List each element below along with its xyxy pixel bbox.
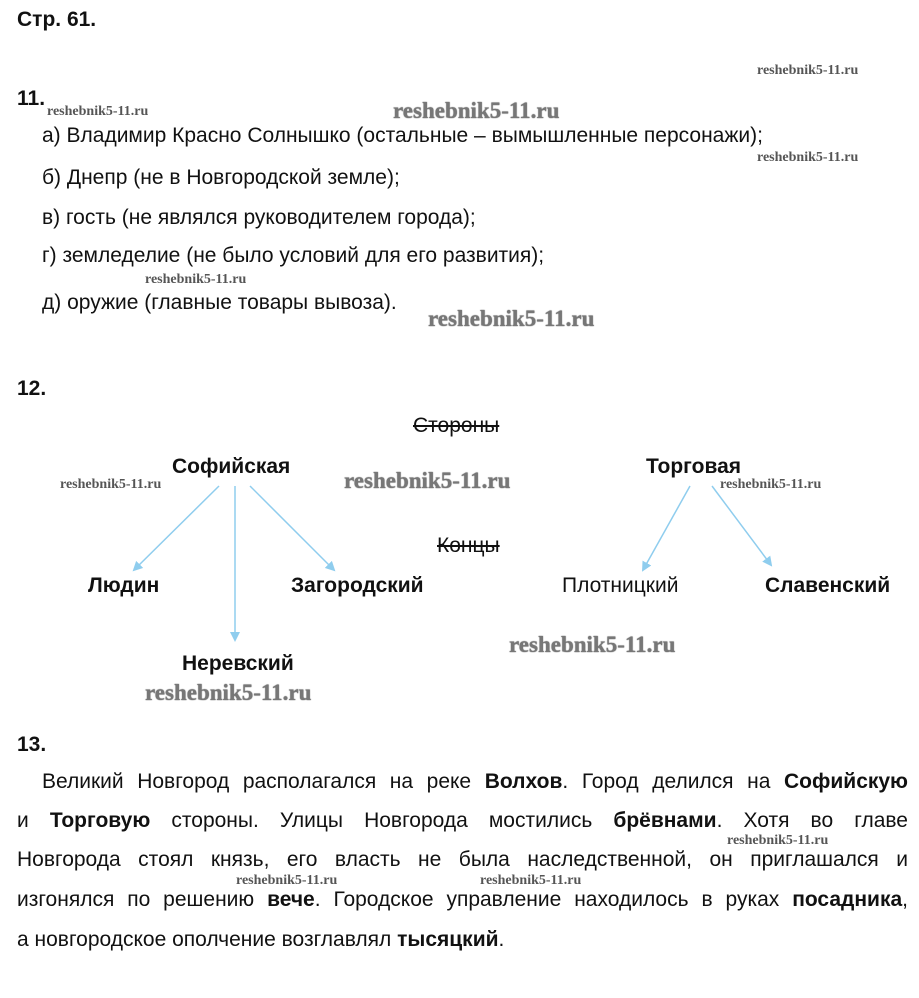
task-11-item-b: б) Днепр (не в Новгородской земле); (42, 166, 400, 189)
node-sofia-side: Софийская (172, 455, 291, 478)
task-13-number: 13. (17, 733, 47, 756)
node-lyudin: Людин (88, 574, 160, 597)
task-13-text-run: , (902, 888, 908, 911)
task-13-bold-term: тысяцкий (397, 928, 499, 951)
label-sides: Стороны (413, 414, 500, 437)
node-nerevsky: Неревский (182, 652, 294, 675)
task-13-text-run: стороны. Улицы Новгорода мостились (150, 809, 614, 832)
task-13-text-run: . Город делился на (562, 770, 784, 793)
watermark: reshebnik5-11.ru (236, 873, 338, 888)
task-13-text-run: Новгорода стоял князь, его власть не была наследственной, он приглашался и (17, 848, 908, 871)
watermark: reshebnik5-11.ru (480, 873, 582, 888)
watermark: reshebnik5-11.ru (344, 468, 511, 493)
node-slavensky: Славенский (765, 574, 891, 597)
node-trade-side: Торговая (646, 455, 742, 478)
watermark: reshebnik5-11.ru (757, 150, 859, 165)
arrow-trade-plotnitsky (643, 486, 690, 570)
task-11-number: 11. (17, 87, 46, 110)
watermark: reshebnik5-11.ru (47, 104, 149, 119)
node-zagorodsky: Загородский (291, 574, 424, 597)
node-plotnitsky: Плотницкий (562, 574, 679, 597)
task-13-bold-term: Софийскую (784, 770, 908, 793)
arrow-sofia-lyudin (134, 486, 219, 570)
watermark: reshebnik5-11.ru (428, 306, 595, 331)
watermark: reshebnik5-11.ru (145, 680, 312, 705)
watermark: reshebnik5-11.ru (393, 98, 560, 123)
task-13-text-run: . Городское управление находилось в руках (314, 888, 793, 911)
task-13-line-4 (17, 882, 908, 918)
task-13-line-1 (42, 764, 908, 800)
task-13-bold-term: Торговую (49, 809, 151, 832)
task-13-line-5 (17, 922, 908, 958)
task-11-item-g: г) земледелие (не было условий для его развития); (42, 244, 545, 267)
task-13-text-run: и (17, 809, 50, 832)
watermark: reshebnik5-11.ru (757, 63, 859, 78)
watermark: reshebnik5-11.ru (727, 833, 829, 848)
task-13-bold-term: вече (267, 888, 315, 911)
watermark: reshebnik5-11.ru (509, 632, 676, 657)
watermark: reshebnik5-11.ru (145, 272, 247, 287)
task-13-text-run: изгонялся по решению (17, 888, 268, 911)
task-13-text-run: . (498, 928, 505, 951)
task-13-bold-term: посадника (792, 888, 903, 911)
label-ends: Концы (437, 534, 500, 557)
task-13-text-run: а новгородское ополчение возглавлял (17, 928, 398, 951)
arrow-sofia-zagorodsky (250, 486, 334, 570)
watermark: reshebnik5-11.ru (720, 477, 822, 492)
task-12-number: 12. (17, 377, 47, 400)
task-13-text-run: . Хотя во главе (716, 809, 908, 832)
task-11-item-d: д) оружие (главные товары вывоза). (42, 291, 397, 314)
task-11-item-a: а) Владимир Красно Солнышко (остальные – вымышленные персонажи); (42, 124, 763, 147)
watermark: reshebnik5-11.ru (60, 477, 162, 492)
arrow-trade-slavensky (712, 486, 771, 565)
page-title: Стр. 61. (17, 8, 97, 31)
task-13-bold-term: Волхов (484, 770, 563, 793)
task-11-item-v: в) гость (не являлся руководителем города); (42, 206, 476, 229)
task-13-text-run: Великий Новгород располагался на реке (42, 770, 485, 793)
task-13-bold-term: брёвнами (613, 809, 717, 832)
